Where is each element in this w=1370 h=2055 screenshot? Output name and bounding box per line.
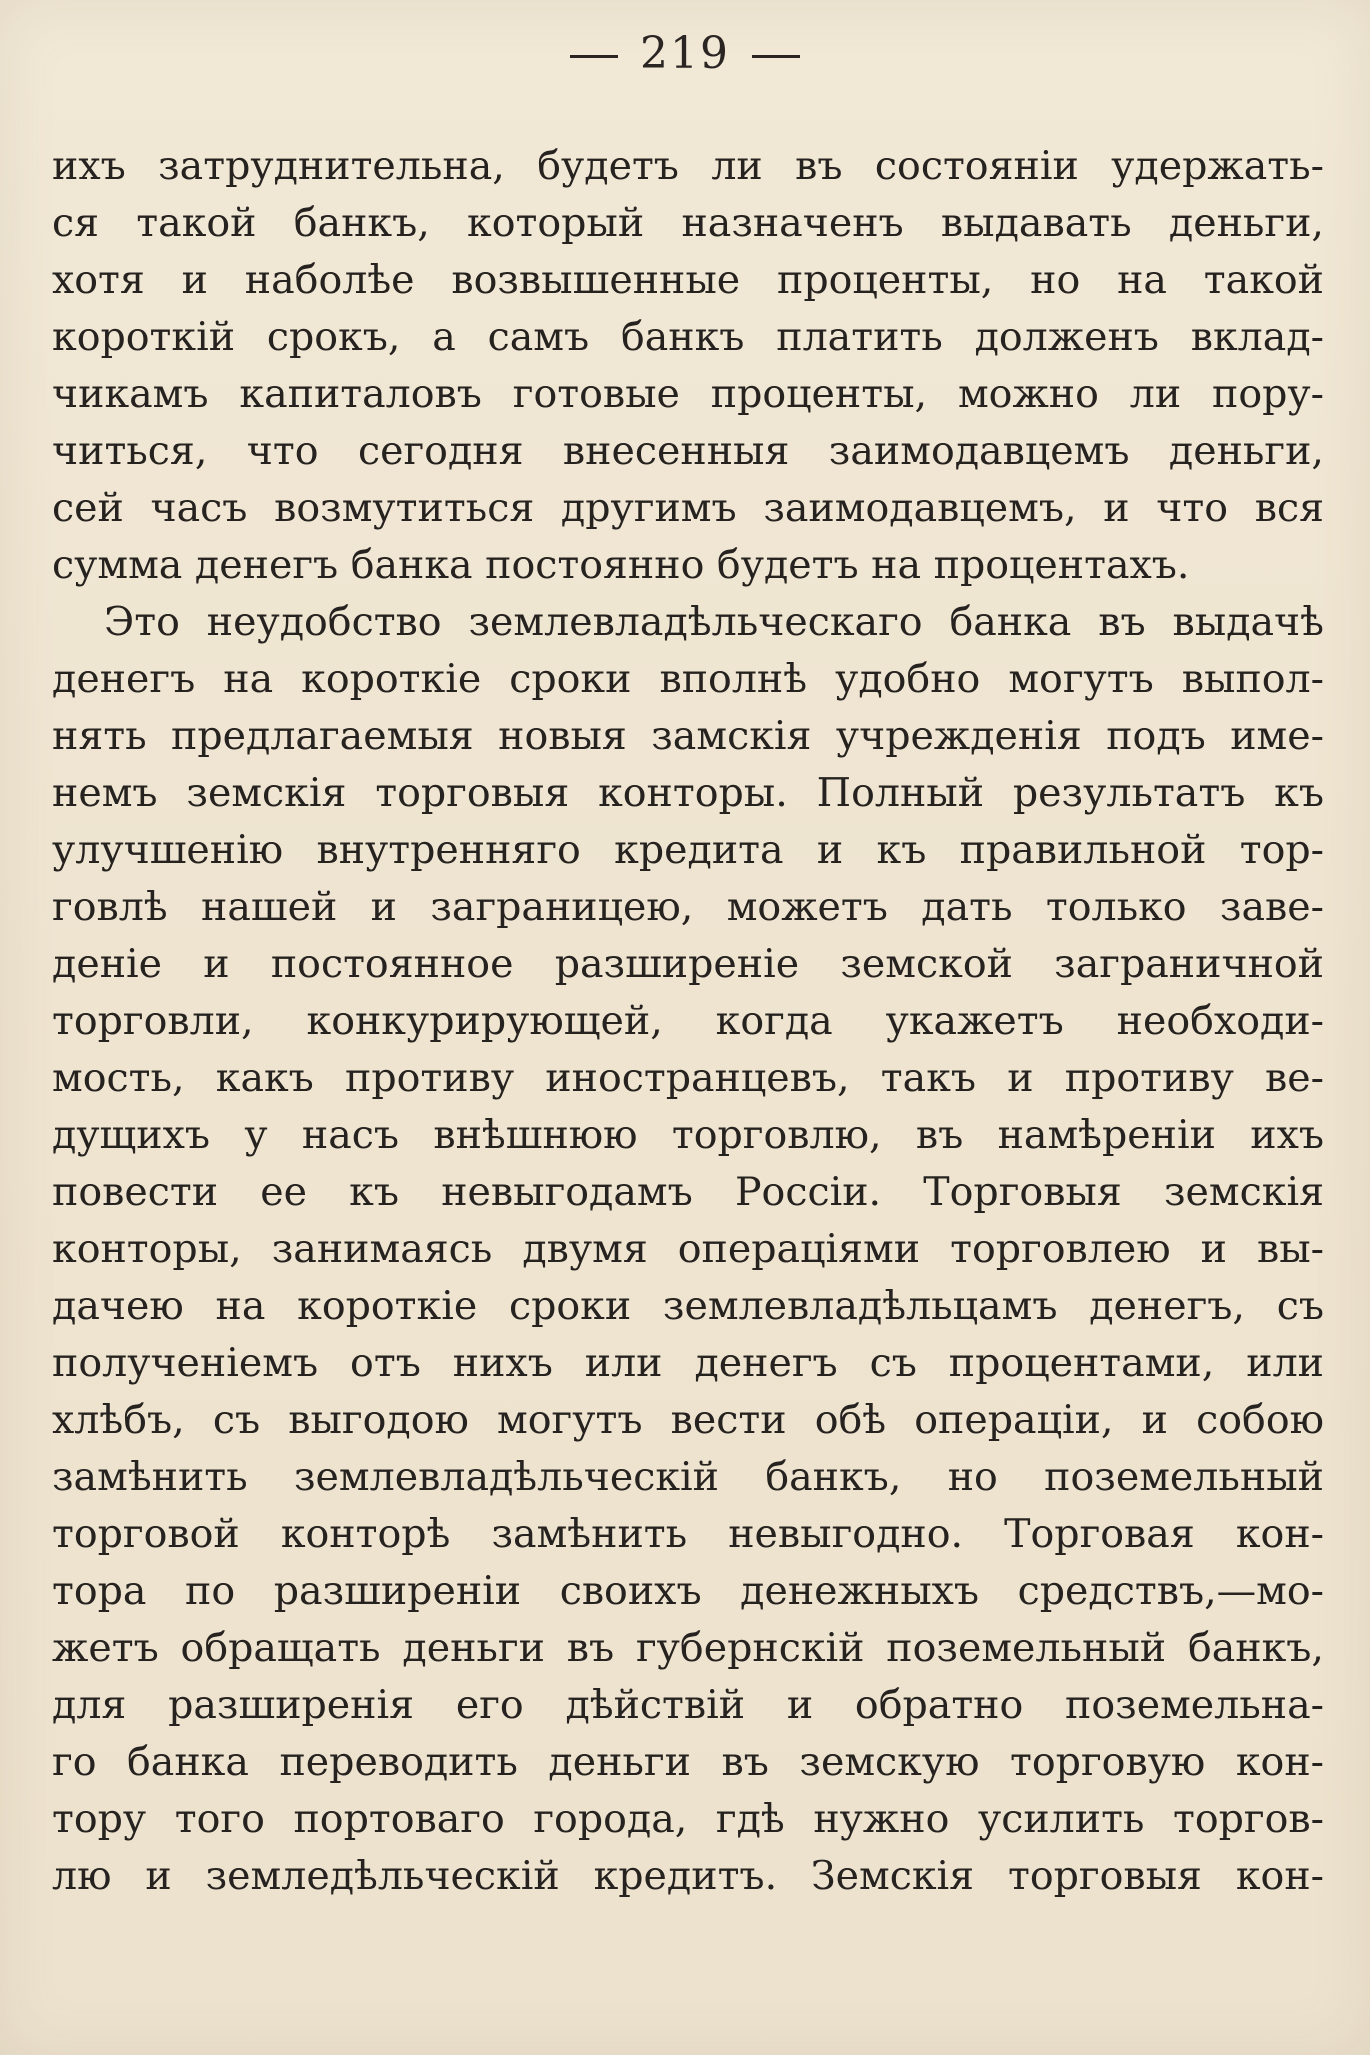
text-line: жетъ обращать деньги въ губернскiй поземельный банкъ,	[52, 1625, 1324, 1671]
right-dash	[752, 55, 800, 58]
text-line: для разширенiя его дѣйствiй и обратно поземельна-	[52, 1682, 1324, 1728]
text-line: читься, что сегодня внесенныя заимодавцемъ деньги,	[52, 428, 1324, 474]
text-line: повести ее къ невыгодамъ Россiи. Торговыя земскiя	[52, 1169, 1324, 1215]
text-line: полученiемъ отъ нихъ или денегъ съ процентами, или	[52, 1340, 1324, 1386]
text-line: улучшенiю внутренняго кредита и къ правильной тор-	[52, 827, 1324, 873]
page-number-header	[0, 28, 1370, 79]
text-line: немъ земскiя торговыя конторы. Полный результатъ къ	[52, 770, 1324, 816]
paragraph-start-line: Это неудобство землевладѣльческаго банка въ выдачѣ	[104, 599, 1324, 645]
text-line: сей часъ возмутиться другимъ заимодавцемъ, и что вся	[52, 485, 1324, 531]
text-line: короткiй срокъ, а самъ банкъ платить долженъ вклад-	[52, 314, 1324, 360]
body-text	[52, 138, 1324, 1905]
text-line: дущихъ у насъ внѣшнюю торговлю, въ намѣренiи ихъ	[52, 1112, 1324, 1158]
text-line: денiе и постоянное разширенiе земской заграничной	[52, 941, 1324, 987]
text-line: денегъ на короткiе сроки вполнѣ удобно могутъ выпол-	[52, 656, 1324, 702]
text-line: ихъ затруднительна, будетъ ли въ состоянiи удержать-	[52, 143, 1324, 189]
text-line: го банка переводить деньги въ земскую торговую кон-	[52, 1739, 1324, 1785]
text-line: ся такой банкъ, который назначенъ выдавать деньги,	[52, 200, 1324, 246]
page-number: 219	[640, 28, 730, 79]
text-line: конторы, занимаясь двумя операцiями торговлею и вы-	[52, 1226, 1324, 1272]
text-line: мость, какъ противу иностранцевъ, такъ и противу ве-	[52, 1055, 1324, 1101]
text-line: торговли, конкурирующей, когда укажетъ необходи-	[52, 998, 1324, 1044]
text-line: тора по разширенiи своихъ денежныхъ средствъ,—мо-	[52, 1568, 1324, 1614]
left-dash	[570, 55, 618, 58]
text-line: торговой конторѣ замѣнить невыгодно. Торговая кон-	[52, 1511, 1324, 1557]
text-line: замѣнить землевладѣльческiй банкъ, но поземельный	[52, 1454, 1324, 1500]
text-line: говлѣ нашей и заграницею, можетъ дать только заве-	[52, 884, 1324, 930]
text-line: хотя и наболѣе возвышенные проценты, но на такой	[52, 257, 1324, 303]
text-line: дачею на короткiе сроки землевладѣльцамъ денегъ, съ	[52, 1283, 1324, 1329]
text-line: нять предлагаемыя новыя замскiя учрежденiя подъ име-	[52, 713, 1324, 759]
text-line: тору того портоваго города, гдѣ нужно усилить торгов-	[52, 1796, 1324, 1842]
text-line: лю и земледѣльческiй кредитъ. Земскiя торговыя кон-	[52, 1853, 1324, 1899]
text-line: хлѣбъ, съ выгодою могутъ вести обѣ операцiи, и собою	[52, 1397, 1324, 1443]
text-line: чикамъ капиталовъ готовые проценты, можно ли пору-	[52, 371, 1324, 417]
paragraph-end-line: сумма денегъ банка постоянно будетъ на процентахъ.	[52, 542, 1190, 588]
